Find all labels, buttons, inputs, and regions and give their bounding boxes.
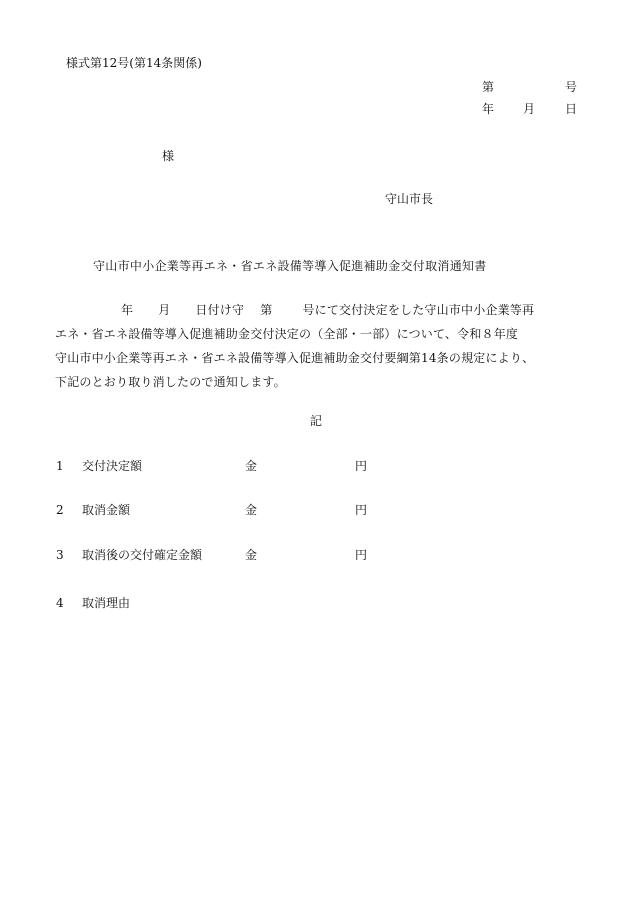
- body-dai: 第: [260, 303, 273, 317]
- item-label: 取消理由: [82, 596, 131, 610]
- item-yen: 円: [355, 503, 368, 517]
- date-day: 日: [565, 102, 578, 116]
- addressee-honorific: 様: [162, 149, 175, 163]
- item-number: 2: [56, 503, 64, 517]
- number-suffix: 号: [565, 80, 578, 94]
- body-line-1: [55, 298, 585, 322]
- body-line-1-rest: 号にて交付決定をした守山市中小企業等再: [302, 303, 535, 317]
- item-number: 1: [56, 459, 64, 473]
- body-line-3: 守山市中小企業等再エネ・省エネ設備等導入促進補助金交付要綱第14条の規定により、: [55, 351, 535, 365]
- item-kin: 金: [245, 459, 258, 473]
- ki-heading: 記: [310, 414, 323, 428]
- item-label: 交付決定額: [82, 459, 143, 473]
- date-year: 年: [482, 102, 495, 116]
- date-month: 月: [523, 102, 536, 116]
- item-label: 取消金額: [82, 503, 131, 517]
- item-kin: 金: [245, 503, 258, 517]
- body-month: 月: [158, 303, 171, 317]
- body-day-ref: 日付け守: [195, 303, 245, 317]
- number-prefix: 第: [482, 80, 495, 94]
- item-yen: 円: [355, 548, 368, 562]
- item-number: 4: [56, 596, 64, 610]
- body-paragraph: [55, 298, 585, 394]
- item-kin: 金: [245, 548, 258, 562]
- sender-name: 守山市長: [385, 192, 434, 206]
- body-line-2: エネ・省エネ設備等導入促進補助金交付決定の（全部・一部）について、令和８年度: [55, 327, 519, 341]
- form-label: 様式第12号(第14条関係): [66, 56, 202, 70]
- document-title: 守山市中小企業等再エネ・省エネ設備等導入促進補助金交付取消通知書: [93, 259, 487, 273]
- body-year: 年: [121, 303, 134, 317]
- item-label: 取消後の交付確定金額: [82, 548, 203, 562]
- body-line-4: 下記のとおり取り消したので通知します。: [55, 375, 286, 389]
- item-yen: 円: [355, 459, 368, 473]
- item-number: 3: [56, 548, 64, 562]
